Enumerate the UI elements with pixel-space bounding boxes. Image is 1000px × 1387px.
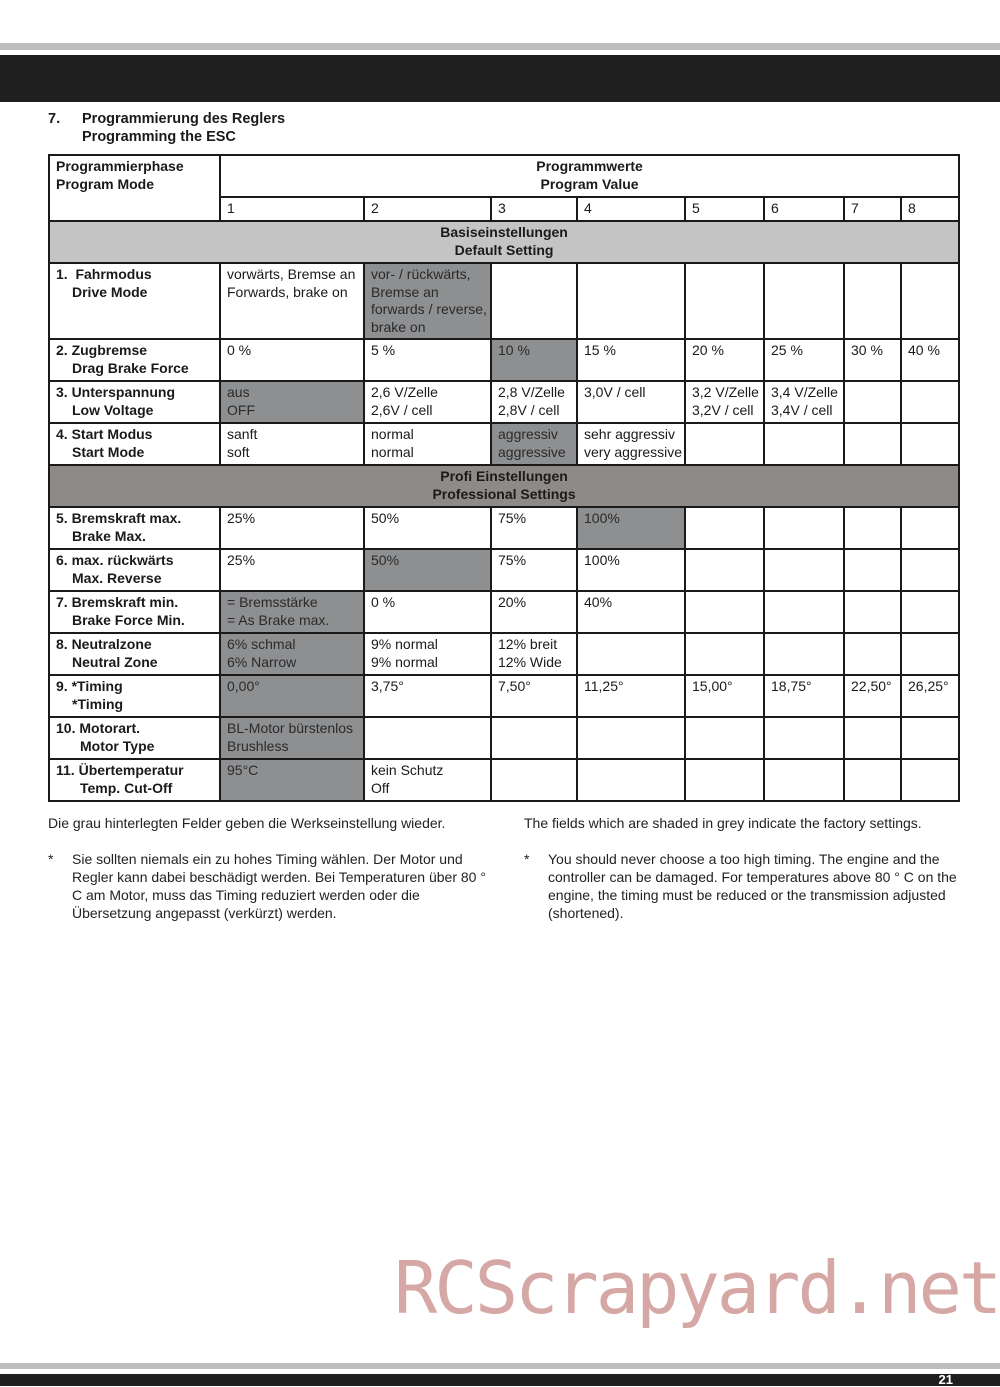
program-value-cell <box>364 759 491 801</box>
program-value-cell <box>220 549 364 591</box>
note-star-en: * <box>524 851 530 867</box>
program-value-cell <box>364 717 491 759</box>
program-value-cell <box>901 549 959 591</box>
program-value-text: 15,00° <box>692 678 733 694</box>
notes-english <box>524 814 964 922</box>
program-value-header-en: Program Value <box>540 175 639 192</box>
group-default-setting <box>49 221 959 263</box>
mode-label-de: 11. Übertemperatur <box>56 762 184 778</box>
program-value-text: very aggressive <box>584 443 683 460</box>
program-value-text: 3,2 V/Zelle <box>692 384 759 400</box>
program-value-cell <box>220 591 364 633</box>
note-intro-de: Die grau hinterlegten Felder geben die Werkseinstellung wieder. <box>48 815 446 831</box>
watermark: RCScrapyard.net <box>394 1246 1000 1330</box>
program-value-cell <box>685 591 764 633</box>
program-value-text: normal <box>371 426 414 442</box>
mode-label-en: Drive Mode <box>72 283 148 300</box>
program-value-cell <box>491 633 577 675</box>
program-value-text: BL-Motor bürstenlos <box>227 720 354 736</box>
program-value-cell <box>685 381 764 423</box>
column-number: 5 <box>685 197 764 221</box>
program-value-text: 3,4V / cell <box>771 401 833 418</box>
program-value-cell <box>764 591 844 633</box>
program-value-text: 26,25° <box>908 678 949 694</box>
program-value-cell <box>220 263 364 339</box>
program-value-cell <box>220 339 364 381</box>
program-value-text: 25 % <box>771 342 803 358</box>
program-value-text: 25% <box>227 510 256 526</box>
program-value-cell <box>685 675 764 717</box>
mode-label-en: Brake Max. <box>72 527 146 544</box>
program-value-cell <box>844 423 901 465</box>
program-value-header <box>220 155 959 197</box>
program-value-cell <box>577 633 685 675</box>
group-default-de: Basiseinstellungen <box>440 224 568 240</box>
mode-label-en: Max. Reverse <box>72 569 162 586</box>
program-value-text: 25% <box>227 552 256 568</box>
program-value-cell <box>577 381 685 423</box>
program-value-cell <box>901 381 959 423</box>
program-value-text: vorwärts, Bremse an <box>227 266 356 282</box>
program-value-text: 100% <box>584 552 620 568</box>
program-value-cell <box>491 717 577 759</box>
program-value-text: 2,8 V/Zelle <box>498 384 565 400</box>
mode-label-de: 5. Bremskraft max. <box>56 510 182 526</box>
program-value-text: 20% <box>498 594 527 610</box>
program-value-cell <box>764 549 844 591</box>
program-value-cell <box>844 381 901 423</box>
program-value-text: 3,2V / cell <box>692 401 754 418</box>
program-value-text: 9% normal <box>371 636 438 652</box>
program-value-text: 100% <box>584 510 620 526</box>
program-value-text: 6% Narrow <box>227 653 297 670</box>
program-value-cell <box>220 633 364 675</box>
program-value-text: 6% schmal <box>227 636 296 652</box>
mode-label-de: 1. Fahrmodus <box>56 266 152 282</box>
program-value-text: vor- / rückwärts, <box>371 266 471 282</box>
column-number: 7 <box>844 197 901 221</box>
program-value-cell <box>220 717 364 759</box>
column-number: 6 <box>764 197 844 221</box>
setting-row <box>49 549 959 591</box>
program-value-cell <box>491 263 577 339</box>
setting-mode-label <box>49 423 220 465</box>
program-value-cell <box>685 263 764 339</box>
program-value-text: = As Brake max. <box>227 611 330 628</box>
program-value-cell <box>577 549 685 591</box>
program-value-cell <box>220 381 364 423</box>
setting-row <box>49 675 959 717</box>
program-value-cell <box>844 759 901 801</box>
program-value-cell <box>364 675 491 717</box>
program-value-cell <box>491 381 577 423</box>
program-value-cell <box>901 717 959 759</box>
program-value-cell <box>220 675 364 717</box>
program-value-cell <box>844 633 901 675</box>
program-value-text: 10 % <box>498 342 530 358</box>
program-value-text: 75% <box>498 552 527 568</box>
setting-mode-label <box>49 339 220 381</box>
group-default-en: Default Setting <box>454 241 554 258</box>
program-value-text: 50% <box>371 552 400 568</box>
setting-row <box>49 759 959 801</box>
note-timing-en <box>524 850 964 922</box>
mode-label-de: 7. Bremskraft min. <box>56 594 179 610</box>
program-value-cell <box>764 759 844 801</box>
program-value-text: aus <box>227 384 250 400</box>
program-value-text: 15 % <box>584 342 616 358</box>
setting-row <box>49 423 959 465</box>
program-value-text: 0 % <box>371 594 396 610</box>
note-intro-en: The fields which are shaded in grey indicate the factory settings. <box>524 815 922 831</box>
program-value-text: 9% normal <box>371 653 438 670</box>
program-value-cell <box>685 717 764 759</box>
program-value-cell <box>844 507 901 549</box>
program-value-text: 20 % <box>692 342 724 358</box>
mode-label-en: Low Voltage <box>72 401 154 418</box>
setting-mode-label <box>49 633 220 675</box>
program-value-text: 2,6 V/Zelle <box>371 384 438 400</box>
column-number: 4 <box>577 197 685 221</box>
program-value-text: sanft <box>227 426 258 442</box>
program-value-cell <box>901 263 959 339</box>
program-value-cell <box>685 423 764 465</box>
program-value-cell <box>220 423 364 465</box>
program-value-cell <box>764 507 844 549</box>
program-value-cell <box>901 633 959 675</box>
mode-label-de: 6. max. rückwärts <box>56 552 174 568</box>
program-value-text: 3,4 V/Zelle <box>771 384 838 400</box>
program-value-cell <box>577 759 685 801</box>
setting-row <box>49 591 959 633</box>
program-value-cell <box>844 591 901 633</box>
mode-label-en: Motor Type <box>80 737 155 754</box>
program-value-cell <box>901 423 959 465</box>
setting-mode-label <box>49 263 220 339</box>
program-value-text: Bremse an <box>371 283 439 300</box>
program-value-text: 75% <box>498 510 527 526</box>
program-value-text: Off <box>371 779 390 796</box>
program-value-cell <box>764 423 844 465</box>
group-row-default <box>49 221 959 263</box>
setting-mode-label <box>49 381 220 423</box>
program-value-text: aggressiv <box>498 426 558 442</box>
program-value-cell <box>491 549 577 591</box>
group-row-professional <box>49 465 959 507</box>
program-value-cell <box>364 423 491 465</box>
page-number: 21 <box>938 1372 953 1387</box>
program-value-cell <box>577 717 685 759</box>
program-value-cell <box>491 591 577 633</box>
setting-row <box>49 633 959 675</box>
setting-mode-label <box>49 675 220 717</box>
mode-label-en: Start Mode <box>72 443 145 460</box>
program-value-text: Brushless <box>227 737 289 754</box>
mode-label-en: Neutral Zone <box>72 653 158 670</box>
program-value-cell <box>220 507 364 549</box>
program-value-cell <box>364 339 491 381</box>
program-value-cell <box>901 339 959 381</box>
program-value-cell <box>844 549 901 591</box>
setting-mode-label <box>49 759 220 801</box>
column-number: 3 <box>491 197 577 221</box>
program-value-text: 2,6V / cell <box>371 401 433 418</box>
program-value-cell <box>764 339 844 381</box>
setting-row <box>49 339 959 381</box>
mode-label-de: 9. *Timing <box>56 678 123 694</box>
top-rule <box>0 43 1000 50</box>
program-value-text: brake on <box>371 318 426 335</box>
program-value-cell <box>364 263 491 339</box>
program-value-cell <box>364 591 491 633</box>
program-value-text: 12% Wide <box>498 653 562 670</box>
program-mode-header <box>49 155 220 221</box>
bottom-rule <box>0 1363 1000 1369</box>
header-bar <box>0 55 1000 102</box>
program-value-text: 7,50° <box>498 678 531 694</box>
mode-label-en: Brake Force Min. <box>72 611 185 628</box>
program-value-text: 3,75° <box>371 678 404 694</box>
setting-mode-label <box>49 507 220 549</box>
program-value-text: sehr aggressiv <box>584 426 676 442</box>
program-value-cell <box>685 633 764 675</box>
footer-bar <box>0 1374 1000 1386</box>
program-value-cell <box>491 675 577 717</box>
program-value-cell <box>901 759 959 801</box>
program-value-cell <box>577 507 685 549</box>
program-value-header-de: Programmwerte <box>536 158 643 174</box>
program-value-text: 18,75° <box>771 678 812 694</box>
section-title-de: Programmierung des Reglers <box>82 111 286 127</box>
program-value-text: = Bremsstärke <box>227 594 318 610</box>
program-value-cell <box>844 263 901 339</box>
header-row <box>49 155 959 197</box>
program-value-cell <box>220 759 364 801</box>
program-value-cell <box>577 591 685 633</box>
program-value-cell <box>491 759 577 801</box>
program-value-cell <box>685 339 764 381</box>
program-value-text: 50% <box>371 510 400 526</box>
program-value-cell <box>364 507 491 549</box>
program-value-cell <box>685 549 764 591</box>
program-value-text: 3,0V / cell <box>584 384 646 400</box>
program-value-text: 95°C <box>227 762 259 778</box>
setting-mode-label <box>49 591 220 633</box>
section-title-en: Programming the ESC <box>82 129 236 145</box>
program-value-text: aggressive <box>498 443 566 460</box>
program-value-text: Forwards, brake on <box>227 283 348 300</box>
mode-label-en: Temp. Cut-Off <box>80 779 173 796</box>
column-number: 8 <box>901 197 959 221</box>
program-value-text: 40% <box>584 594 613 610</box>
program-value-cell <box>764 381 844 423</box>
note-timing-de <box>48 850 488 922</box>
program-value-cell <box>764 633 844 675</box>
group-professional-settings <box>49 465 959 507</box>
notes-german <box>48 814 488 922</box>
program-value-text: 40 % <box>908 342 940 358</box>
program-value-cell <box>844 717 901 759</box>
program-value-text: OFF <box>227 401 255 418</box>
program-value-text: normal <box>371 443 414 460</box>
esc-program-table <box>48 154 960 802</box>
mode-label-en: *Timing <box>72 695 124 712</box>
mode-label-de: 10. Motorart. <box>56 720 141 736</box>
program-value-cell <box>844 675 901 717</box>
program-value-text: 0,00° <box>227 678 260 694</box>
mode-label-en: Drag Brake Force <box>72 359 189 376</box>
section-number: 7. <box>48 111 61 127</box>
mode-label-de: 3. Unterspannung <box>56 384 176 400</box>
column-number: 1 <box>220 197 364 221</box>
program-value-text: 11,25° <box>584 678 624 694</box>
program-mode-header-en: Program Mode <box>56 175 155 192</box>
column-number: 2 <box>364 197 491 221</box>
program-value-cell <box>764 717 844 759</box>
program-value-text: 5 % <box>371 342 396 358</box>
note-text-de: Sie sollten niemals ein zu hohes Timing wählen. Der Motor und Regler kann dabei beschädigt werden. Bei Temperaturen über 80 ° C am Motor, muss das Timing reduziert werden oder die Übersetzung angepasst (verkürzt) werden. <box>72 851 486 921</box>
setting-row <box>49 507 959 549</box>
program-value-text: kein Schutz <box>371 762 444 778</box>
setting-mode-label <box>49 717 220 759</box>
program-value-text: forwards / reverse, <box>371 301 487 317</box>
program-value-cell <box>844 339 901 381</box>
program-value-cell <box>364 633 491 675</box>
mode-label-de: 4. Start Modus <box>56 426 153 442</box>
mode-label-de: 2. Zugbremse <box>56 342 148 358</box>
program-value-text: 12% breit <box>498 636 558 652</box>
program-value-cell <box>901 675 959 717</box>
program-value-cell <box>491 339 577 381</box>
program-value-text: 30 % <box>851 342 883 358</box>
program-value-cell <box>685 759 764 801</box>
program-value-cell <box>577 423 685 465</box>
program-value-cell <box>685 507 764 549</box>
program-value-cell <box>491 423 577 465</box>
group-professional-en: Professional Settings <box>432 485 576 502</box>
program-value-text: 2,8V / cell <box>498 401 560 418</box>
setting-row <box>49 717 959 759</box>
program-value-cell <box>491 507 577 549</box>
program-value-cell <box>764 675 844 717</box>
setting-mode-label <box>49 549 220 591</box>
program-value-cell <box>764 263 844 339</box>
program-value-text: 0 % <box>227 342 252 358</box>
program-value-cell <box>901 591 959 633</box>
program-value-cell <box>364 381 491 423</box>
program-value-cell <box>364 549 491 591</box>
mode-label-de: 8. Neutralzone <box>56 636 152 652</box>
setting-row <box>49 263 959 339</box>
program-mode-header-de: Programmierphase <box>56 158 184 174</box>
program-value-cell <box>577 675 685 717</box>
program-value-text: 22,50° <box>851 678 892 694</box>
program-value-cell <box>577 339 685 381</box>
program-value-text: soft <box>227 443 250 460</box>
note-star-de: * <box>48 851 54 867</box>
group-professional-de: Profi Einstellungen <box>440 468 568 484</box>
program-value-cell <box>901 507 959 549</box>
setting-row <box>49 381 959 423</box>
program-value-cell <box>577 263 685 339</box>
note-text-en: You should never choose a too high timing. The engine and the controller can be damaged. For temperatures above 80 ° C on the engine, the timing must be reduced or the transmission adjusted (shortened). <box>548 851 957 921</box>
